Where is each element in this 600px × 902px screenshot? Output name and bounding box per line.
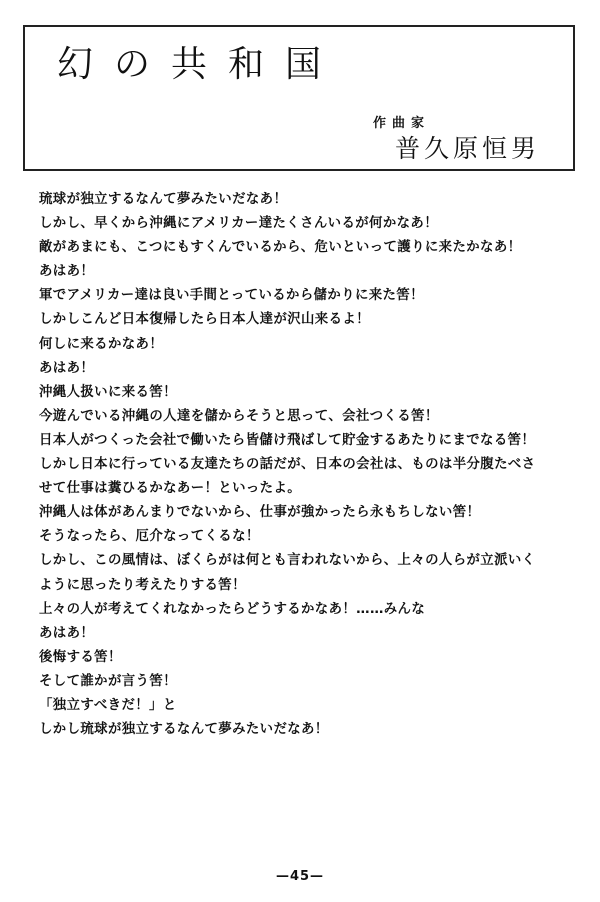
lyric-line: 沖縄人扱いに来る筈！ [39, 384, 177, 400]
lyric-line: 敵があまにも、こつにもすくんでいるから、危いといって護りに来たかなあ！ [39, 240, 522, 256]
composer-label: 作曲家 [373, 116, 431, 131]
lyric-line: 後悔する筈！ [39, 649, 122, 665]
lyric-line: 日本人がつくった会社で働いたら皆儲け飛ばして貯金するあたりにまでなる筈！ [39, 432, 536, 448]
lyric-line: しかし、早くから沖縄にアメリカー達たくさんいるが何かなあ！ [39, 216, 438, 232]
lyric-line: 今遊んでいる沖縄の人達を儲からそうと思って、会社つくる筈！ [39, 408, 439, 424]
lyric-line: ように思ったり考えたりする筈！ [39, 577, 246, 593]
lyric-line: せて仕事は糞ひるかなあー！といったよ。 [39, 481, 302, 497]
lyric-line: あはあ！ [39, 264, 95, 280]
lyric-line: あはあ！ [39, 625, 95, 641]
lyric-line: そうなったら、厄介なってくるな！ [39, 529, 260, 545]
lyric-line: 何しに来るかなあ！ [39, 336, 164, 352]
lyric-line: 軍でアメリカー達は良い手間とっているから儲かりに来た筈！ [39, 288, 424, 304]
lyric-line: 「独立すべきだ！」と [39, 697, 177, 713]
song-title: 幻の共和国 [57, 44, 343, 85]
lyric-line: しかし、この風情は、ぼくらがは何とも言われないから、上々の人らが立派いく [39, 553, 536, 569]
lyric-line: 沖縄人は体があんまりでないから、仕事が強かったら永もちしない筈！ [39, 505, 481, 521]
lyric-line: あはあ！ [39, 360, 95, 376]
lyric-line: そして誰かが言う筈！ [39, 673, 177, 689]
composer-name: 普久原恒男 [395, 134, 541, 163]
lyrics-list [39, 188, 579, 742]
lyric-line: 琉球が独立するなんて夢みたいだなあ！ [39, 192, 288, 207]
lyric-line: しかし日本に行っている友達たちの話だが、日本の会社は、ものは半分腹たべさ [39, 457, 536, 473]
lyric-line: しかしこんど日本復帰したら日本人達が沢山来るよ！ [39, 312, 370, 328]
page-number: —45— [275, 869, 325, 884]
lyric-line: しかし琉球が独立するなんて夢みたいだなあ！ [39, 722, 329, 738]
lyric-line: 上々の人が考えてくれなかったらどうするかなあ！……みんな [39, 601, 426, 617]
title-box [23, 25, 575, 171]
